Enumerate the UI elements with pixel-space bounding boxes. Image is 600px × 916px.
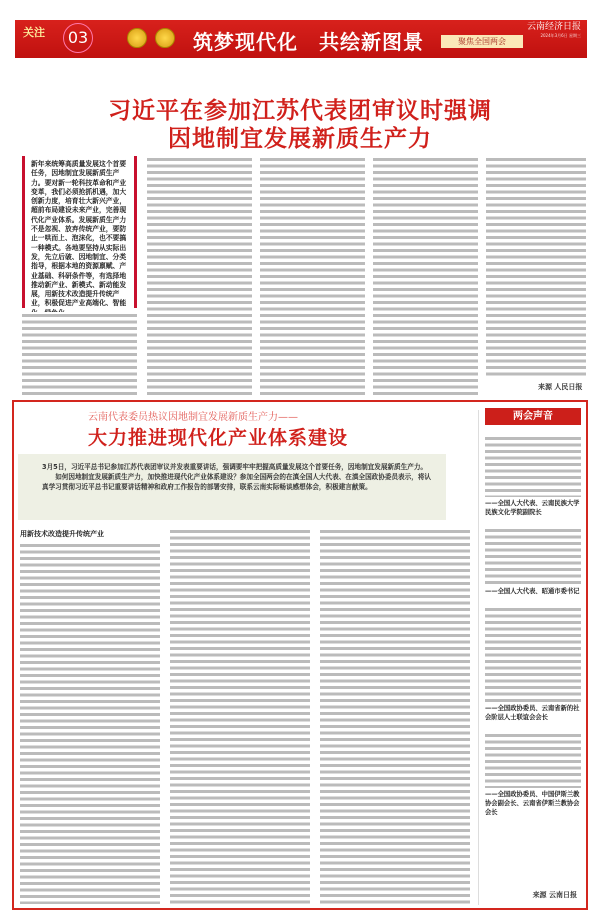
- cppcc-emblem-icon: [155, 28, 175, 48]
- lead-paragraph: 3月5日，习近平总书记参加江苏代表团审议并发表重要讲话，强调要牢牢把握高质量发展这个首要任务，因地制宜发展新质生产力。: [42, 463, 428, 471]
- national-emblem-icon: [127, 28, 147, 48]
- article-column: [486, 156, 586, 376]
- page-header-band: [15, 20, 587, 58]
- article-intro: 新年来统筹高质量发展这个首要任务，因地制宜发展新质生产力。要对新一轮科技革命和产业变革，我们必须抢抓机遇，加大创新力度，培育壮大新兴产业，超前布局建设未来产业，完善现代化产业体系。发展新质生产力不是忽视、放弃传统产业，要防止一哄而上、泡沫化，也不要搞一种模式。各地要坚持从实际出发，先立后破、因地制宜、分类指导，根据本地的资源禀赋、产业基础、科研条件等，有选择地推动新产业、新模式、新动能发展，用新技术改造提升传统产业，积极促进产业高端化、智能: [22, 156, 137, 308]
- article-column: [373, 156, 478, 396]
- header-label: 聚焦全国两会: [441, 35, 523, 48]
- quote-text: [485, 527, 581, 585]
- feature-column: [170, 528, 310, 904]
- article-column: [147, 156, 252, 396]
- feature-column: [320, 528, 470, 904]
- feature-kicker: 云南代表委员热议因地制宜发展新质生产力——: [88, 412, 298, 423]
- quote-text: [485, 732, 581, 788]
- sidebar-voices: [485, 408, 581, 906]
- page-number: 03: [63, 23, 93, 53]
- quote-attribution: ——全国人大代表、昭通市委书记: [485, 588, 580, 595]
- divider: [478, 410, 479, 905]
- article-source: 来源 人民日报: [538, 383, 583, 391]
- quote-attribution: ——全国政协委员、云南省新的社会阶层人士联谊会会长: [485, 705, 580, 721]
- feature-source: 来源 云南日报: [532, 891, 577, 899]
- masthead: [527, 23, 581, 38]
- feature-title: 大力推进现代化产业体系建设: [88, 427, 349, 449]
- article-column: [22, 312, 137, 396]
- quote-text: [485, 435, 581, 497]
- section-heading: 用新技术改造提升传统产业: [20, 530, 104, 538]
- sidebar-title: 两会声音: [485, 408, 581, 425]
- quote-attribution: ——全国人大代表、云南民族大学民族文化学院副院长: [485, 500, 580, 516]
- masthead-info: 2024年3月6日 星期三: [540, 32, 581, 38]
- headline-line2: 因地制宜发展新质生产力: [168, 126, 432, 152]
- headline-line1: 习近平在参加江苏代表团审议时强调: [108, 98, 492, 124]
- quote-text: [485, 606, 581, 702]
- lead-paragraph: 如何因地制宜发展新质生产力，加快推进现代化产业体系建设？参加全国两会的在滇全国人大代表、在滇全国政协委员表示，将认真学习贯彻习近平总书记重要讲话精神和政府工作报告的部署安排，联系云南实际畅谈感想体会，积极建言献策。: [42, 473, 432, 491]
- masthead-logo: 云南经济日报: [526, 22, 581, 32]
- header-slogan: 筑梦现代化 共绘新图景: [193, 30, 424, 54]
- feature-lead: [18, 454, 446, 520]
- article-column: [260, 156, 365, 396]
- feature-column: [20, 542, 160, 904]
- section-tag: 关注: [23, 26, 45, 39]
- quote-attribution: ——全国政协委员、中国伊斯兰教协会副会长、云南省伊斯兰教协会会长: [485, 791, 580, 816]
